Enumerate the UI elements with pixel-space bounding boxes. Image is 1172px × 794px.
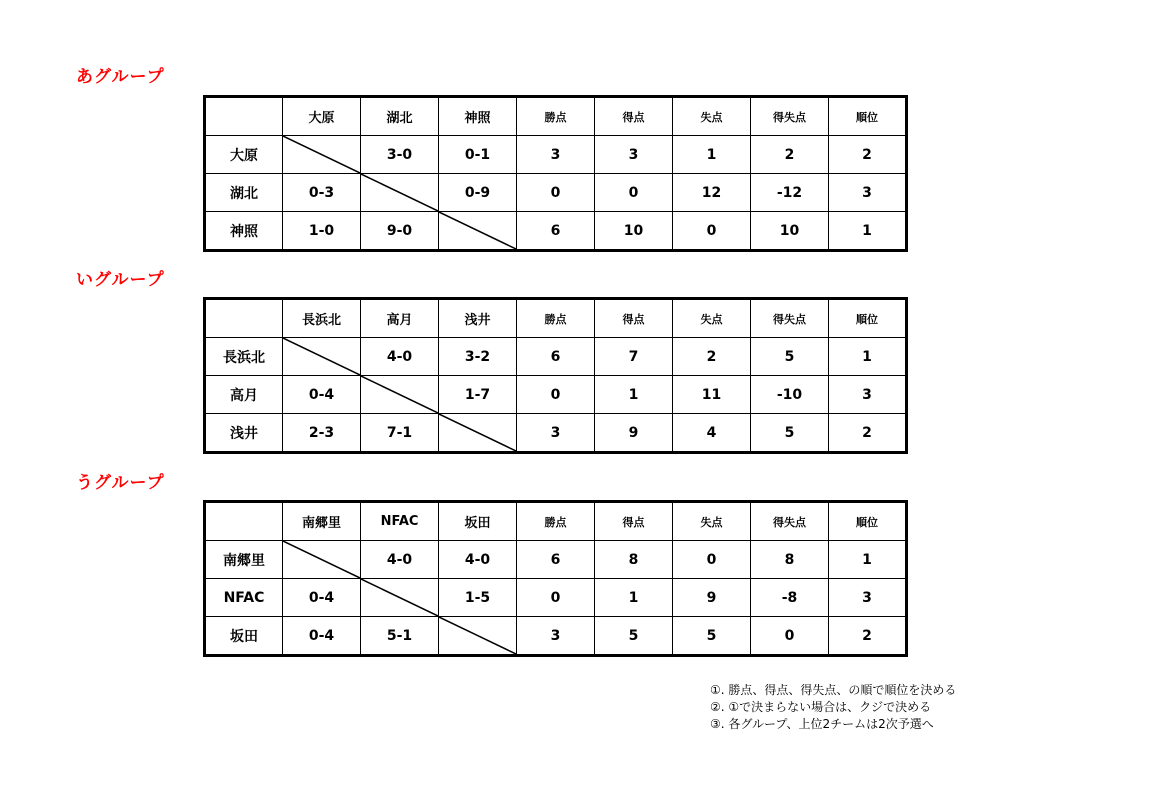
row-header-team: 坂田 [205, 617, 283, 656]
points-cell: 0 [517, 174, 595, 212]
goal-difference-cell: 10 [751, 212, 829, 251]
header-row [205, 299, 907, 338]
goals-for-cell: 0 [595, 174, 673, 212]
column-header-goals-for: 得点 [595, 299, 673, 338]
table-row [205, 541, 907, 579]
points-cell: 6 [517, 541, 595, 579]
match-score: 0-4 [283, 376, 361, 414]
diagonal-cell [283, 338, 361, 376]
rank-cell: 1 [829, 212, 907, 251]
rank-cell: 2 [829, 617, 907, 656]
goals-for-cell: 7 [595, 338, 673, 376]
column-header-goals-for: 得点 [595, 502, 673, 541]
rank-cell: 2 [829, 136, 907, 174]
goals-against-cell: 12 [673, 174, 751, 212]
goals-against-cell: 1 [673, 136, 751, 174]
match-score: 3-2 [439, 338, 517, 376]
points-cell: 3 [517, 617, 595, 656]
goals-for-cell: 10 [595, 212, 673, 251]
column-header-rank: 順位 [829, 502, 907, 541]
match-score: 4-0 [361, 338, 439, 376]
diagonal-cell [361, 376, 439, 414]
corner-cell [205, 299, 283, 338]
match-score: 1-7 [439, 376, 517, 414]
row-header-team: 長浜北 [205, 338, 283, 376]
column-header-team: 神照 [439, 97, 517, 136]
diagonal-cell [283, 541, 361, 579]
match-score: 9-0 [361, 212, 439, 251]
table-row [205, 212, 907, 251]
diagonal-cell [439, 212, 517, 251]
rules-notes [710, 682, 956, 733]
goals-against-cell: 0 [673, 212, 751, 251]
note-line: ①. 勝点、得点、得失点、の順で順位を決める [710, 683, 957, 697]
match-score: 4-0 [361, 541, 439, 579]
group-table-i [203, 297, 908, 454]
goals-against-cell: 9 [673, 579, 751, 617]
row-header-team: 高月 [205, 376, 283, 414]
goal-difference-cell: -8 [751, 579, 829, 617]
goals-against-cell: 4 [673, 414, 751, 453]
table-row [205, 579, 907, 617]
rank-cell: 1 [829, 541, 907, 579]
goals-against-cell: 2 [673, 338, 751, 376]
column-header-goals-against: 失点 [673, 299, 751, 338]
column-header-team: 浅井 [439, 299, 517, 338]
goal-difference-cell: 2 [751, 136, 829, 174]
column-header-points: 勝点 [517, 299, 595, 338]
rank-cell: 2 [829, 414, 907, 453]
diagonal-cell [439, 414, 517, 453]
match-score: 7-1 [361, 414, 439, 453]
points-cell: 0 [517, 376, 595, 414]
note-line: ②. ①で決まらない場合は、クジで決める [710, 700, 932, 714]
column-header-goal-difference: 得失点 [751, 502, 829, 541]
rank-cell: 3 [829, 579, 907, 617]
diagonal-cell [439, 617, 517, 656]
table-row [205, 338, 907, 376]
header-row [205, 97, 907, 136]
goal-difference-cell: -10 [751, 376, 829, 414]
table-row [205, 414, 907, 453]
column-header-team: 湖北 [361, 97, 439, 136]
diagonal-cell [361, 174, 439, 212]
goals-for-cell: 1 [595, 579, 673, 617]
table-row [205, 174, 907, 212]
goals-for-cell: 5 [595, 617, 673, 656]
column-header-points: 勝点 [517, 97, 595, 136]
match-score: 0-9 [439, 174, 517, 212]
goals-for-cell: 1 [595, 376, 673, 414]
table-row [205, 136, 907, 174]
column-header-goals-for: 得点 [595, 97, 673, 136]
column-header-team: NFAC [361, 502, 439, 541]
column-header-team: 大原 [283, 97, 361, 136]
header-row [205, 502, 907, 541]
match-score: 2-3 [283, 414, 361, 453]
column-header-goal-difference: 得失点 [751, 299, 829, 338]
goals-against-cell: 0 [673, 541, 751, 579]
goals-for-cell: 9 [595, 414, 673, 453]
column-header-team: 南郷里 [283, 502, 361, 541]
column-header-rank: 順位 [829, 97, 907, 136]
diagonal-cell [361, 579, 439, 617]
goals-against-cell: 5 [673, 617, 751, 656]
group-table-a [203, 95, 908, 252]
row-header-team: 神照 [205, 212, 283, 251]
goals-for-cell: 8 [595, 541, 673, 579]
rank-cell: 3 [829, 174, 907, 212]
column-header-rank: 順位 [829, 299, 907, 338]
row-header-team: 大原 [205, 136, 283, 174]
table-row [205, 617, 907, 656]
goal-difference-cell: 5 [751, 338, 829, 376]
corner-cell [205, 502, 283, 541]
corner-cell [205, 97, 283, 136]
diagonal-cell [283, 136, 361, 174]
rank-cell: 1 [829, 338, 907, 376]
match-score: 0-4 [283, 617, 361, 656]
match-score: 0-3 [283, 174, 361, 212]
column-header-goal-difference: 得失点 [751, 97, 829, 136]
group-title-i: いグループ [76, 270, 165, 290]
match-score: 1-0 [283, 212, 361, 251]
rank-cell: 3 [829, 376, 907, 414]
goals-for-cell: 3 [595, 136, 673, 174]
match-score: 1-5 [439, 579, 517, 617]
column-header-points: 勝点 [517, 502, 595, 541]
points-cell: 6 [517, 212, 595, 251]
goal-difference-cell: 5 [751, 414, 829, 453]
match-score: 4-0 [439, 541, 517, 579]
points-cell: 0 [517, 579, 595, 617]
table-row [205, 376, 907, 414]
column-header-goals-against: 失点 [673, 502, 751, 541]
match-score: 0-1 [439, 136, 517, 174]
match-score: 5-1 [361, 617, 439, 656]
column-header-team: 長浜北 [283, 299, 361, 338]
goals-against-cell: 11 [673, 376, 751, 414]
points-cell: 3 [517, 136, 595, 174]
group-title-a: あグループ [76, 67, 165, 87]
goal-difference-cell: -12 [751, 174, 829, 212]
column-header-goals-against: 失点 [673, 97, 751, 136]
points-cell: 3 [517, 414, 595, 453]
points-cell: 6 [517, 338, 595, 376]
match-score: 3-0 [361, 136, 439, 174]
match-score: 0-4 [283, 579, 361, 617]
column-header-team: 坂田 [439, 502, 517, 541]
row-header-team: NFAC [205, 579, 283, 617]
row-header-team: 南郷里 [205, 541, 283, 579]
column-header-team: 高月 [361, 299, 439, 338]
row-header-team: 湖北 [205, 174, 283, 212]
goal-difference-cell: 0 [751, 617, 829, 656]
note-line: ③. 各グループ、上位2チームは2次予選へ [710, 717, 934, 731]
goal-difference-cell: 8 [751, 541, 829, 579]
group-title-u: うグループ [76, 473, 165, 493]
group-table-u [203, 500, 908, 657]
row-header-team: 浅井 [205, 414, 283, 453]
